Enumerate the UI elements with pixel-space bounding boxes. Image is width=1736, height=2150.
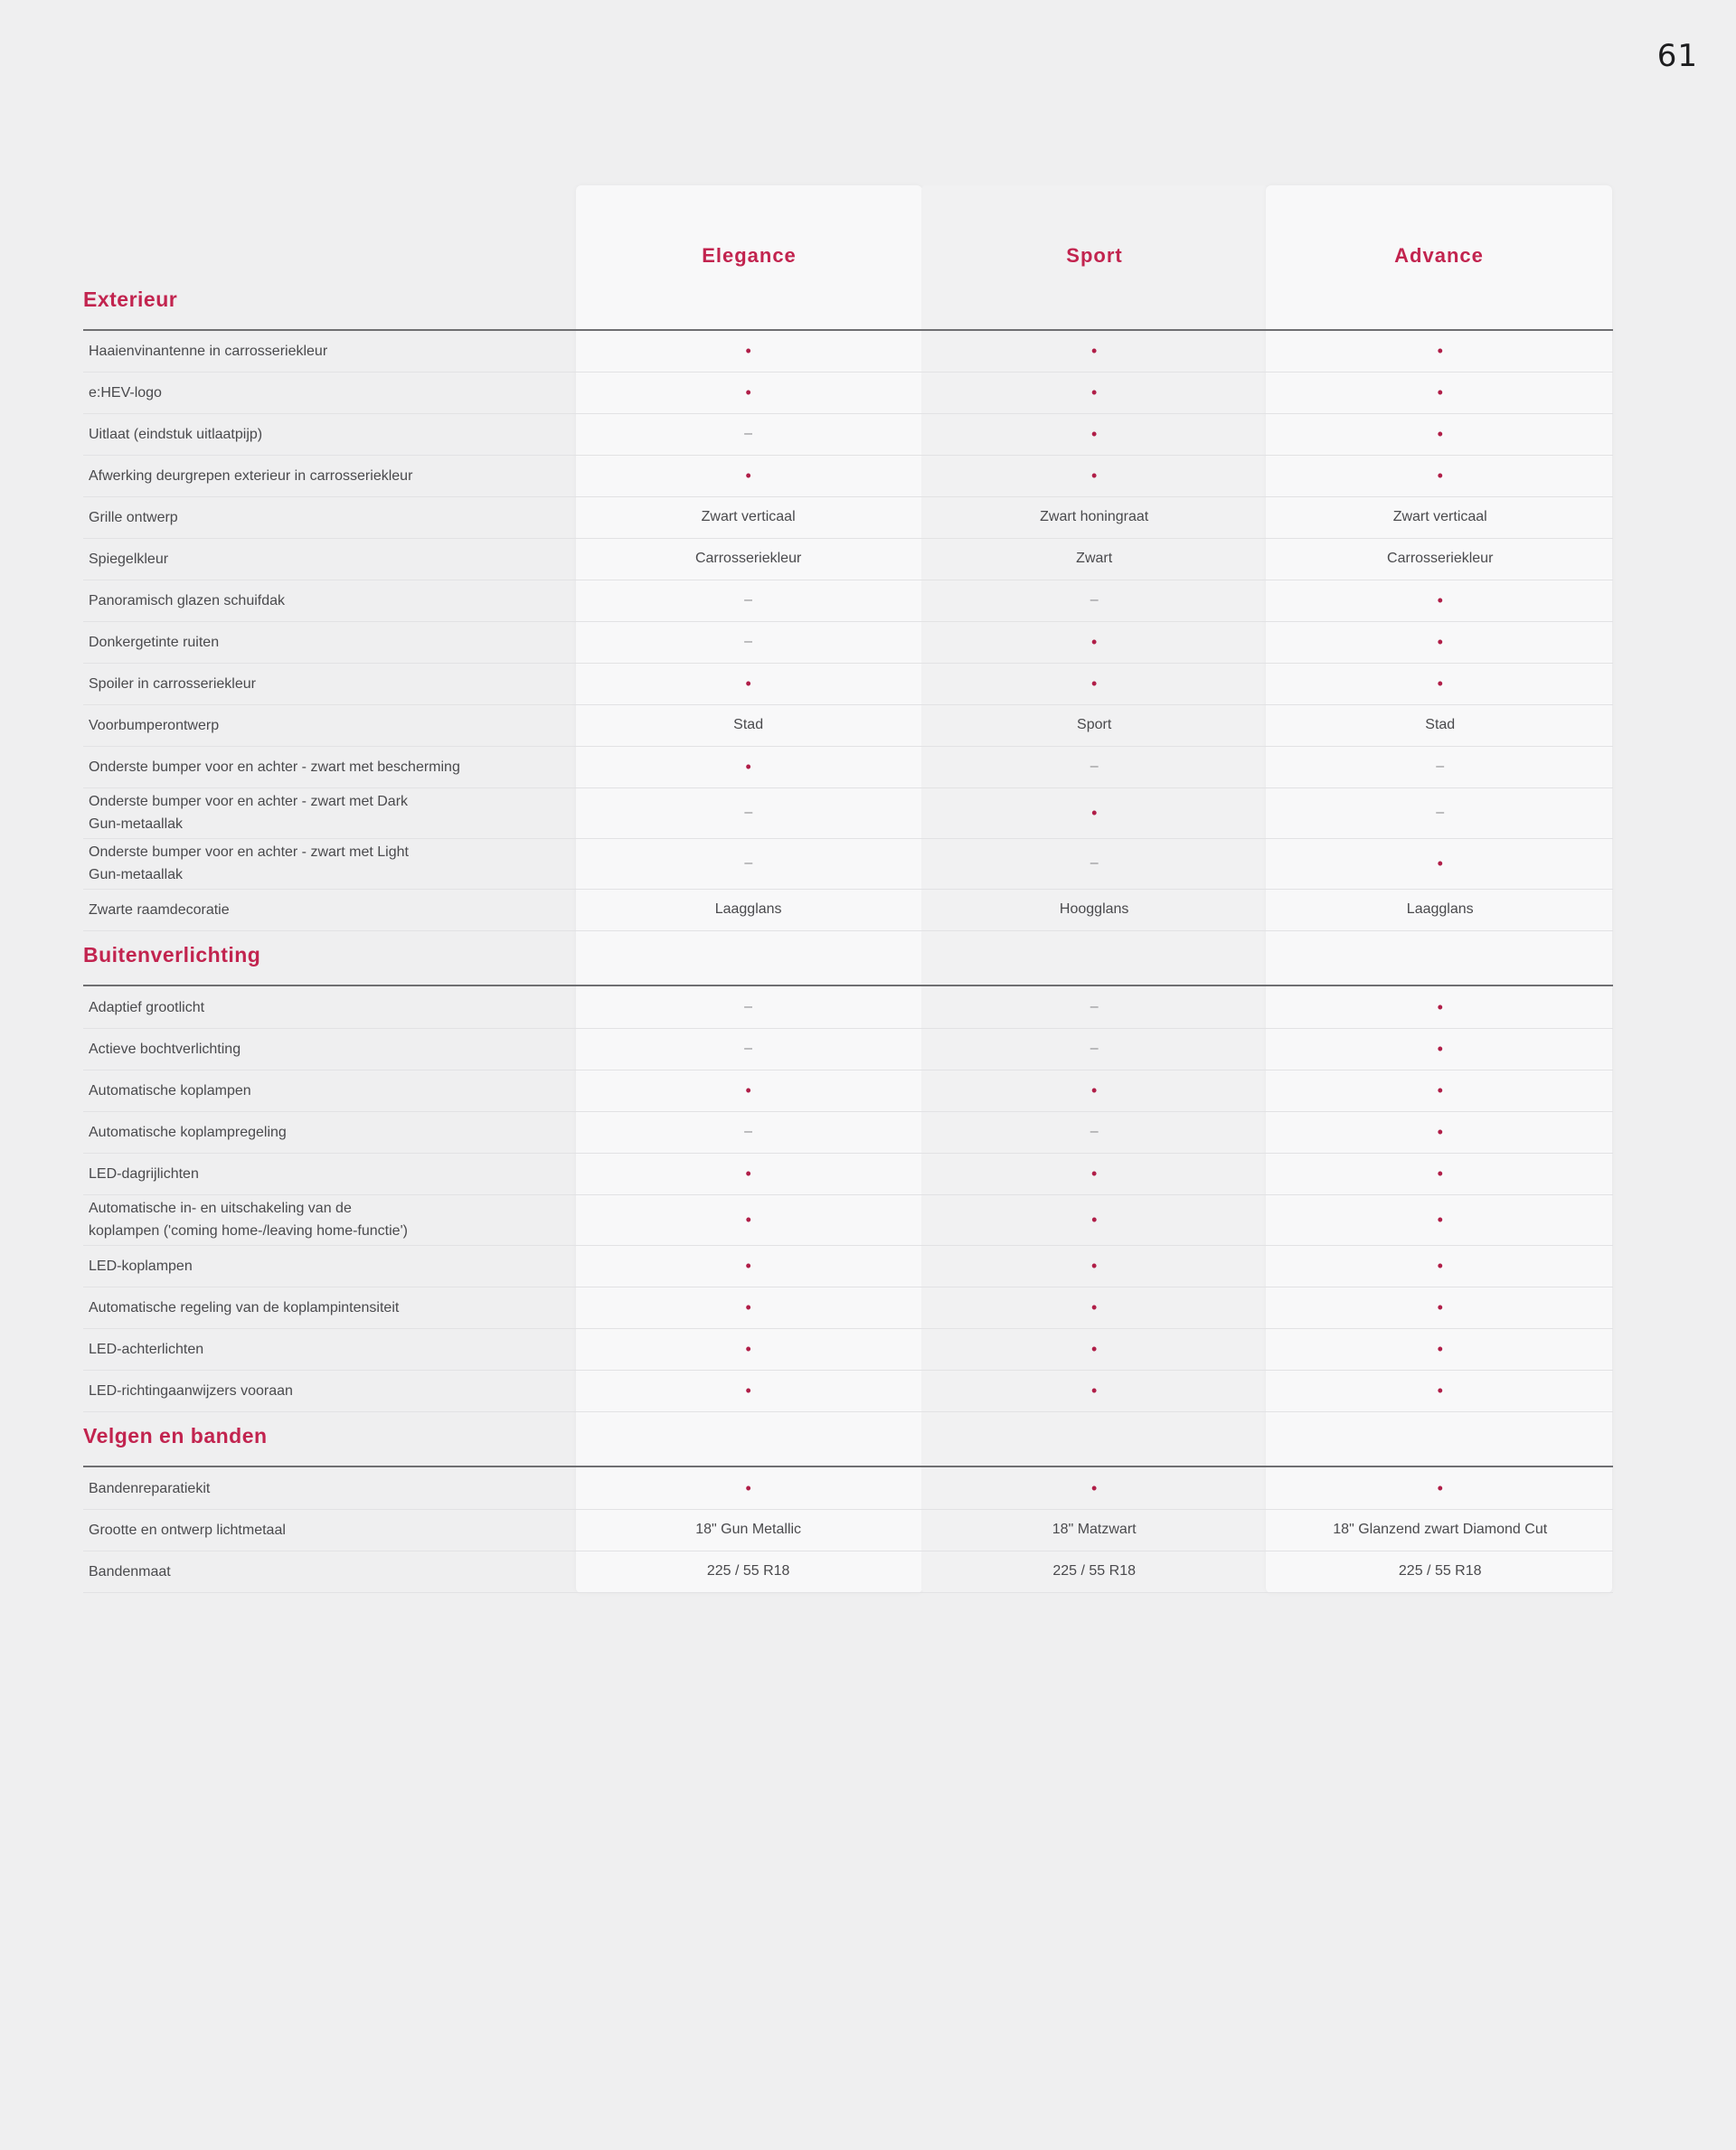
row-label: e:HEV-logo: [89, 384, 162, 401]
row-value-advance: •: [1437, 382, 1443, 401]
row-label: Zwarte raamdecoratie: [89, 901, 230, 918]
table-row: [83, 1467, 1613, 1510]
row-label: Grille ontwerp: [89, 509, 178, 525]
row-value-advance: •: [1437, 424, 1443, 443]
row-value-elegance: •: [745, 382, 751, 401]
table-row: [83, 889, 1613, 931]
row-label: Grootte en ontwerp lichtmetaal: [89, 1522, 286, 1538]
row-value-sport: •: [1091, 803, 1098, 822]
row-value-elegance: •: [745, 1210, 751, 1229]
section-title: Velgen en banden: [83, 1424, 268, 1447]
row-value-elegance: –: [744, 426, 753, 441]
row-value-advance: •: [1437, 1478, 1443, 1497]
row-value-elegance: Carrosseriekleur: [694, 551, 802, 566]
row-value-advance: •: [1437, 997, 1443, 1016]
row-value-sport: –: [1090, 759, 1099, 774]
row-label: Panoramisch glazen schuifdak: [89, 592, 286, 608]
row-label: Bandenmaat: [89, 1563, 171, 1579]
table-row: [83, 331, 1613, 372]
row-value-sport: 225 / 55 R18: [1052, 1563, 1136, 1579]
row-value-advance: Zwart verticaal: [1392, 509, 1487, 524]
row-value-advance: •: [1437, 1210, 1443, 1229]
row-label: Onderste bumper voor en achter - zwart met bescherming: [89, 759, 460, 775]
row-value-elegance: •: [745, 1256, 751, 1275]
row-value-sport: •: [1091, 342, 1098, 360]
table-row: [83, 704, 1613, 747]
page-number: 61: [1656, 38, 1698, 74]
row-value-elegance: –: [744, 805, 753, 820]
row-label: Spoiler in carrosseriekleur: [89, 675, 256, 692]
row-label: Voorbumperontwerp: [89, 717, 220, 733]
table-row: [83, 787, 1613, 839]
row-value-sport: •: [1091, 632, 1098, 651]
table-row: [83, 580, 1613, 622]
row-value-sport: •: [1091, 1381, 1098, 1400]
row-value-elegance: Laagglans: [714, 901, 782, 917]
row-value-advance: •: [1437, 1256, 1443, 1275]
table-row: [83, 1370, 1613, 1412]
row-label: Automatische in- en uitschakeling van de koplampen ('coming home-/leaving home-functie'): [89, 1201, 408, 1239]
table-row: [83, 1245, 1613, 1287]
table-row: [83, 663, 1613, 705]
row-value-elegance: •: [745, 1339, 751, 1358]
table-row: [83, 1551, 1613, 1593]
table-row: [83, 746, 1613, 788]
row-label: Automatische koplampen: [89, 1082, 251, 1099]
table-row: [83, 1153, 1613, 1195]
section-title: Buitenverlichting: [83, 943, 261, 967]
row-label: Afwerking deurgrepen exterieur in carrosseriekleur: [89, 467, 413, 484]
row-value-sport: Hoogglans: [1059, 901, 1129, 917]
row-value-sport: –: [1090, 1124, 1099, 1139]
row-value-sport: •: [1091, 382, 1098, 401]
row-value-advance: •: [1437, 853, 1443, 872]
table-row: [83, 621, 1613, 664]
row-label: Actieve bochtverlichting: [89, 1041, 241, 1057]
row-value-advance: •: [1437, 632, 1443, 651]
table-row: [83, 372, 1613, 414]
row-value-sport: Sport: [1077, 717, 1112, 732]
row-value-advance: 18" Glanzend zwart Diamond Cut: [1333, 1522, 1548, 1537]
row-value-elegance: •: [745, 757, 751, 776]
row-label: Onderste bumper voor en achter - zwart met Dark Gun-metaallak: [89, 794, 409, 832]
row-value-elegance: •: [745, 674, 751, 693]
row-label: LED-dagrijlichten: [89, 1165, 199, 1182]
section-title: Exterieur: [83, 288, 178, 311]
table-row: [83, 1028, 1613, 1070]
column-header-elegance: Elegance: [702, 244, 797, 267]
row-value-elegance: 18" Gun Metallic: [695, 1522, 802, 1537]
row-value-sport: •: [1091, 1297, 1098, 1316]
row-value-advance: •: [1437, 590, 1443, 609]
row-value-elegance: •: [745, 1381, 751, 1400]
row-value-advance: •: [1437, 674, 1443, 693]
row-value-advance: •: [1437, 1297, 1443, 1316]
row-value-advance: •: [1437, 1080, 1443, 1099]
row-value-elegance: –: [744, 592, 753, 608]
table-row: [83, 413, 1613, 456]
row-value-advance: •: [1437, 1039, 1443, 1058]
row-value-advance: Laagglans: [1406, 901, 1474, 917]
row-value-advance: •: [1437, 342, 1443, 360]
row-value-sport: •: [1091, 1339, 1098, 1358]
row-value-elegance: –: [744, 855, 753, 871]
row-label: Haaienvinantenne in carrosseriekleur: [89, 344, 328, 359]
row-label: Adaptief grootlicht: [89, 999, 205, 1015]
row-value-sport: –: [1090, 592, 1099, 608]
row-value-sport: •: [1091, 1478, 1098, 1497]
row-value-advance: Stad: [1425, 717, 1456, 732]
row-label: Uitlaat (eindstuk uitlaatpijp): [89, 426, 263, 442]
row-value-sport: 18" Matzwart: [1052, 1522, 1137, 1537]
column-header-advance: Advance: [1394, 244, 1484, 267]
row-label: LED-achterlichten: [89, 1341, 204, 1357]
table-row: [83, 538, 1613, 580]
row-value-sport: •: [1091, 1210, 1098, 1229]
table-row: [83, 496, 1613, 539]
table-row: [83, 986, 1613, 1029]
row-value-elegance: –: [744, 999, 753, 1014]
row-value-elegance: –: [744, 1124, 753, 1139]
row-value-sport: •: [1091, 466, 1098, 485]
row-value-elegance: •: [745, 466, 751, 485]
row-label: Automatische regeling van de koplampintensiteit: [89, 1299, 400, 1315]
table-row: [83, 838, 1613, 890]
row-label: Onderste bumper voor en achter - zwart met Light Gun-metaallak: [89, 844, 409, 882]
row-value-elegance: 225 / 55 R18: [706, 1563, 790, 1579]
row-value-elegance: Stad: [733, 717, 764, 732]
row-value-elegance: •: [745, 1297, 751, 1316]
table-row: [83, 1070, 1613, 1112]
row-label: Bandenreparatiekit: [89, 1480, 211, 1496]
table-row: [83, 1328, 1613, 1371]
row-value-advance: •: [1437, 1122, 1443, 1141]
table-row: [83, 1194, 1613, 1246]
row-value-sport: •: [1091, 1080, 1098, 1099]
table-row: [83, 455, 1613, 497]
column-header-sport: Sport: [1066, 244, 1123, 267]
row-value-sport: –: [1090, 999, 1099, 1014]
row-value-sport: Zwart honingraat: [1040, 509, 1149, 524]
row-value-advance: •: [1437, 1339, 1443, 1358]
row-value-advance: –: [1436, 759, 1445, 774]
row-value-sport: •: [1091, 1256, 1098, 1275]
table-row: [83, 1287, 1613, 1329]
table-row: [83, 1111, 1613, 1154]
row-value-elegance: –: [744, 1041, 753, 1056]
row-value-sport: •: [1091, 674, 1098, 693]
row-label: Spiegelkleur: [89, 551, 169, 567]
table-row: [83, 1509, 1613, 1551]
row-value-sport: •: [1091, 1164, 1098, 1183]
row-label: LED-richtingaanwijzers vooraan: [89, 1382, 293, 1399]
row-value-elegance: •: [745, 1080, 751, 1099]
row-value-sport: •: [1091, 424, 1098, 443]
row-value-elegance: Zwart verticaal: [701, 509, 796, 524]
row-value-elegance: •: [745, 1478, 751, 1497]
row-value-advance: –: [1436, 805, 1445, 820]
row-value-sport: –: [1090, 1041, 1099, 1056]
row-value-advance: •: [1437, 1164, 1443, 1183]
row-label: Automatische koplampregeling: [89, 1124, 287, 1140]
row-value-advance: •: [1437, 466, 1443, 485]
row-label: Donkergetinte ruiten: [89, 634, 220, 650]
row-value-elegance: –: [744, 634, 753, 649]
row-value-sport: Zwart: [1076, 551, 1113, 566]
row-value-advance: 225 / 55 R18: [1398, 1563, 1482, 1579]
row-value-elegance: •: [745, 1164, 751, 1183]
row-value-sport: –: [1090, 855, 1099, 871]
row-value-advance: Carrosseriekleur: [1387, 551, 1494, 566]
row-value-elegance: •: [745, 342, 751, 360]
row-value-advance: •: [1437, 1381, 1443, 1400]
row-label: LED-koplampen: [89, 1258, 193, 1274]
